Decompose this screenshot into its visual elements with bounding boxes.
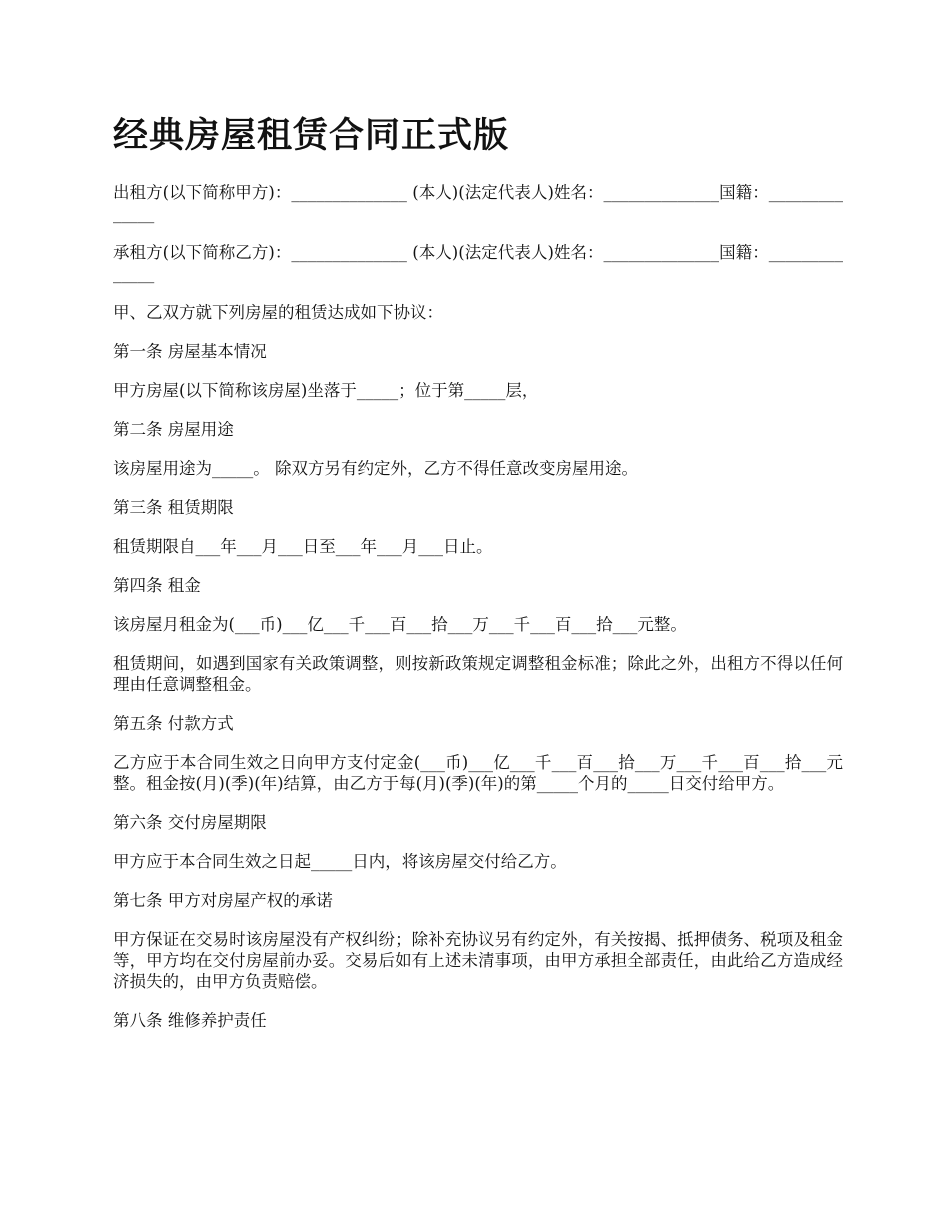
lessee-line: 承租方(以下简称乙方)：______________ (本人)(法定代表人)姓名：______________国籍：______________ bbox=[113, 243, 843, 283]
article-8-heading: 第八条 维修养护责任 bbox=[113, 1011, 267, 1030]
document-page bbox=[113, 110, 843, 1049]
article-2-heading: 第二条 房屋用途 bbox=[113, 420, 234, 439]
article-2-body: 该房屋用途为_____。 除双方另有约定外，乙方不得任意改变房屋用途。 bbox=[113, 459, 638, 478]
document-title: 经典房屋租赁合同正式版 bbox=[113, 116, 510, 156]
article-1-heading: 第一条 房屋基本情况 bbox=[113, 342, 267, 361]
article-3-heading: 第三条 租赁期限 bbox=[113, 498, 234, 517]
lessor-line: 出租方(以下简称甲方)：______________ (本人)(法定代表人)姓名：______________国籍：______________ bbox=[113, 183, 843, 223]
article-1-body: 甲方房屋(以下简称该房屋)坐落于_____；位于第_____层， bbox=[113, 381, 539, 400]
article-5-body: 乙方应于本合同生效之日向甲方支付定金(___币)___亿___千___百___拾___万___千___百___拾___元整。租金按(月)(季)(年)结算，由乙方于每(月)(季)(年)的第_____个月的_____日交付给甲方。 bbox=[113, 753, 843, 793]
agreement-intro: 甲、乙双方就下列房屋的租赁达成如下协议： bbox=[113, 303, 443, 322]
article-7-body: 甲方保证在交易时该房屋没有产权纠纷；除补充协议另有约定外，有关按揭、抵押债务、税项及租金等，甲方均在交付房屋前办妥。交易后如有上述未清事项，由甲方承担全部责任，由此给乙方造成经济损失的，由甲方负责赔偿。 bbox=[113, 930, 843, 991]
article-4-heading: 第四条 租金 bbox=[113, 576, 201, 595]
article-6-heading: 第六条 交付房屋期限 bbox=[113, 813, 267, 832]
article-7-heading: 第七条 甲方对房屋产权的承诺 bbox=[113, 891, 333, 910]
article-6-body: 甲方应于本合同生效之日起_____日内，将该房屋交付给乙方。 bbox=[113, 852, 567, 871]
article-4-body-rent: 该房屋月租金为(___币)___亿___千___百___拾___万___千___百___拾___元整。 bbox=[113, 615, 687, 634]
article-5-heading: 第五条 付款方式 bbox=[113, 714, 234, 733]
article-4-body-adjustment: 租赁期间，如遇到国家有关政策调整，则按新政策规定调整租金标准；除此之外，出租方不得以任何理由任意调整租金。 bbox=[113, 654, 843, 694]
article-3-body: 租赁期限自___年___月___日至___年___月___日止。 bbox=[113, 537, 493, 556]
